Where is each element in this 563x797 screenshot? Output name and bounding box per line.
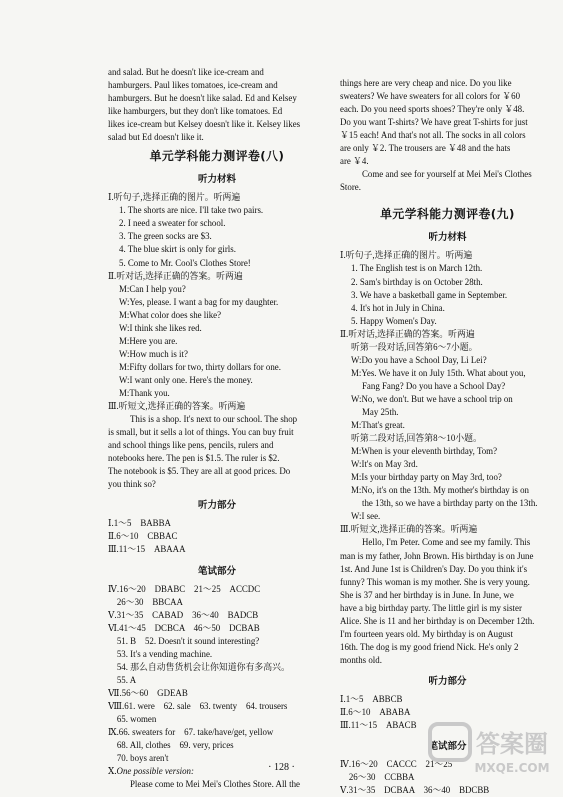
section-heading: 笔试部分 [197, 565, 236, 577]
text-line: Store. [340, 182, 361, 193]
text-line: months old. [340, 654, 382, 665]
section-header: Ⅱ.听对话,选择正确的答案。听两遍 [108, 270, 243, 281]
answer-line: 55. A [108, 674, 137, 685]
answer-line: Ⅴ.31～35 CABAD 36～40 BADCB [108, 609, 259, 620]
text-line: ￥15 each! And that's not all. The socks in all colors [340, 130, 526, 141]
watermark-logo [428, 720, 556, 778]
answer-line: 51. B 52. Doesn't it sound interesting? [108, 635, 260, 646]
section-header: Ⅱ.听对话,选择正确的答案。听两遍 [340, 328, 475, 339]
text-line: This is a shop. It's next to our school. The shop [130, 414, 298, 425]
dialogue-line: M:Here you are. [119, 335, 178, 346]
list-item: 4. The blue skirt is only for girls. [119, 244, 236, 255]
text-line: I'm fourteen years old. My birthday is on August [340, 628, 513, 639]
section-heading: 听力材料 [428, 232, 467, 244]
sub-instruction: 听第一段对话,回答第6～7小题。 [351, 341, 478, 352]
list-item: 4. It's hot in July in China. [351, 302, 445, 313]
list-item: 3. We have a basketball game in September. [351, 289, 508, 300]
dialogue-line: the 13th, so we have a birthday party on the 13th. [362, 498, 538, 509]
dialogue-line: May 25th. [362, 406, 399, 417]
list-item: 5. Come to Mr. Cool's Clothes Store! [119, 257, 251, 268]
answer-line: 26～30 CCBBA [340, 772, 415, 783]
text-line: are only ￥2. The trousers are ￥48 and the hats [340, 143, 511, 154]
watermark-sub: MXQE.COM [474, 761, 550, 775]
dialogue-line: W:Yes, please. I want a bag for my daughter. [119, 296, 279, 307]
text-line: and school things like pens, pencils, rulers and [108, 440, 274, 451]
text-line: notebooks here. The pen is $1.5. The ruler is $2. [108, 453, 280, 464]
answer-line: Ⅴ.31～35 DCBAA 36～40 BDCBB [340, 785, 490, 796]
dialogue-line: M:No, it's on the 13th. My mother's birthday is on [351, 485, 529, 496]
text-line: 16th. The dog is my good friend Nick. He's only 2 [340, 641, 519, 652]
answer-line: Ⅲ.11～15 ABAAA [108, 544, 186, 555]
dialogue-line: W:I want only one. Here's the money. [119, 374, 253, 385]
dialogue-line: W:I see. [351, 511, 381, 522]
dialogue-line: M:That's great. [351, 420, 405, 431]
dialogue-line: W:Do you have a School Day, Li Lei? [351, 354, 487, 365]
text-line: The notebook is $5. They are all at good prices. Do [108, 466, 291, 477]
answer-line: Ⅰ.1～5 ABBCB [340, 693, 403, 704]
sub-instruction: 听第二段对话,回答第8～10小题。 [351, 433, 482, 444]
text-line: likes ice-cream but Kelsey doesn't like it. Kelsey likes [108, 119, 301, 130]
dialogue-line: M:Fifty dollars for two, thirty dollars for one. [119, 361, 281, 372]
answer-line: 70. boys aren't [108, 753, 169, 764]
text-line: salad but Ed doesn't like it. [108, 132, 204, 143]
list-item: 1. The English test is on March 12th. [351, 263, 483, 274]
section-header: Ⅰ.听句子,选择正确的图片。听两遍 [108, 192, 241, 203]
section-heading: 听力部分 [197, 500, 236, 512]
dialogue-line: M:Yes. We have it on July 15th. What about you, [351, 367, 526, 378]
dialogue-line: M:Is your birthday party on May 3rd, too? [351, 472, 502, 483]
answer-line: Ⅳ.16～20 CACCC 21～25 [340, 759, 462, 770]
answer-line: Ⅷ.61. were 62. sale 63. twenty 64. trousers [108, 700, 288, 711]
test-title: 单元学科能力测评卷(八) [149, 149, 285, 164]
text-line: Hello, I'm Peter. Come and see my family. This [362, 537, 531, 548]
text-line: funny? This woman is my mother. She is very young. [340, 576, 530, 587]
dialogue-line: W:I think she likes red. [119, 322, 202, 333]
section-heading: 听力材料 [197, 174, 236, 186]
text-line: Please come to Mei Mei's Clothes Store. All the [130, 779, 300, 790]
answer-line: Ⅳ.16～20 DBABC 21～25 ACCDC [108, 583, 261, 594]
writing-italic: One possible version: [116, 766, 194, 777]
page-number: · 128 · [268, 762, 295, 773]
section-heading: 听力部分 [428, 675, 467, 687]
dialogue-line: W:It's on May 3rd. [351, 459, 418, 470]
answer-line: Ⅱ.6～10 ABABA [340, 706, 411, 717]
dialogue-line: W:How much is it? [119, 348, 188, 359]
text-line: have a big birthday party. The little girl is my sister [340, 602, 522, 613]
dialogue-line: M:What color does she like? [119, 309, 222, 320]
section-header: Ⅰ.听句子,选择正确的图片。听两遍 [340, 250, 473, 261]
answer-line: Ⅲ.11～15 ABACB [340, 720, 417, 731]
answer-line: Ⅶ.56～60 GDEAB [108, 687, 188, 698]
answer-line: Ⅱ.6～10 CBBAC [108, 531, 178, 542]
right-column [340, 77, 555, 797]
list-item: 1. The shorts are nice. I'll take two pairs. [119, 205, 264, 216]
watermark-text: 答案圈 [476, 730, 548, 758]
answer-line: Ⅸ.66. sweaters for 67. take/have/get, yellow [108, 727, 274, 738]
text-line: Alice. She is 11 and her birthday is on December 12th. [340, 615, 535, 626]
list-item: 2. I need a sweater for school. [119, 218, 226, 229]
dialogue-line: M:Thank you. [119, 387, 170, 398]
text-line: you think so? [108, 479, 156, 490]
list-item: 3. The green socks are $3. [119, 231, 212, 242]
answer-line: Ⅵ.41～45 DCBCA 46～50 DCBAB [108, 622, 260, 633]
text-line: things here are very cheap and nice. Do you like [340, 78, 512, 88]
intro-paragraph [108, 66, 326, 144]
answer-line: 65. women [108, 713, 157, 724]
section-header: Ⅲ.听短文,选择正确的答案。听两遍 [108, 401, 246, 412]
answer-line: 26～30 BBCAA [108, 596, 183, 607]
left-column [108, 66, 326, 791]
dialogue-line: Fang Fang? Do you have a School Day? [362, 380, 506, 391]
text-line: is small, but it sells a lot of things. You can buy fruit [108, 427, 294, 438]
text-line: hamburgers. But he doesn't like salad. Ed and Kelsey [108, 93, 297, 104]
text-line: hamburgers. Paul likes tomatoes, ice-cream and [108, 80, 278, 91]
text-line: like hamburgers, but they don't like tomatoes. Ed [108, 106, 283, 117]
text-line: man is my father, John Brown. His birthday is on June [340, 550, 534, 561]
text-line: She is 37 and her birthday is in June. In June, we [340, 589, 514, 600]
list-item: 2. Sam's birthday is on October 28th. [351, 276, 483, 287]
dialogue-line: W:No, we don't. But we have a school trip on [351, 393, 513, 404]
text-line: each. Do you need sports shoes? They're only ￥48. [340, 104, 525, 115]
text-line: are ￥4. [340, 156, 369, 167]
list-item: 5. Happy Women's Day. [351, 315, 437, 326]
dialogue-line: M:Can I help you? [119, 283, 186, 294]
text-line: Come and see for yourself at Mei Mei's Clothes [362, 169, 532, 180]
test-title: 单元学科能力测评卷(九) [380, 207, 515, 222]
answer-line: 53. It's a vending machine. [108, 648, 213, 659]
text-line: 1st. And June 1st is Children's Day. Do you think it's [340, 563, 528, 574]
section-heading: 笔试部分 [428, 741, 467, 753]
section-header: Ⅲ.听短文,选择正确的答案。听两遍 [340, 524, 478, 535]
writing-label: Ⅹ. [108, 766, 117, 777]
dialogue-line: M:When is your eleventh birthday, Tom? [351, 446, 498, 457]
answer-line: 68. All, clothes 69. very, prices [108, 740, 234, 751]
text-line: and salad. But he doesn't like ice-cream and [108, 67, 264, 77]
answer-line: Ⅰ.1～5 BABBA [108, 518, 171, 529]
text-line: sweaters? We have sweaters for all colors for ￥60 [340, 91, 521, 102]
text-line: Do you want T-shirts? We have great T-shirts for just [340, 117, 528, 128]
answer-line: 54. 那么自动售货机会让你知道你有多高兴。 [108, 661, 290, 672]
